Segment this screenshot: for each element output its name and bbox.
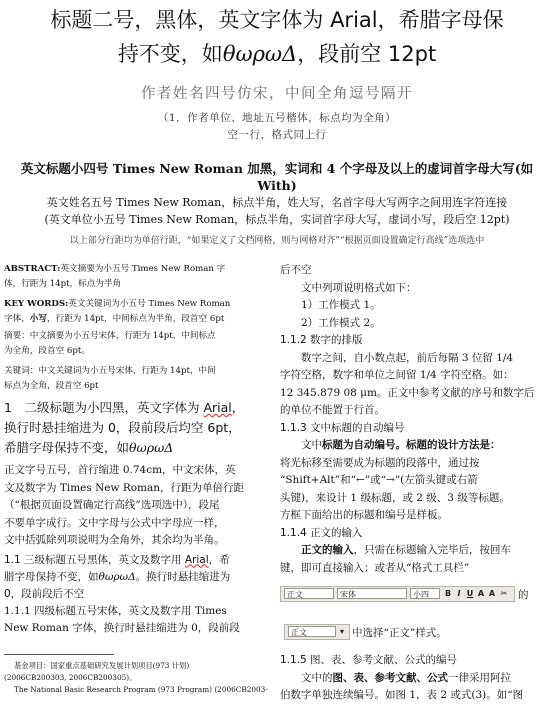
abstract-text2: 体，行距为 14pt，标点为半角 — [4, 279, 122, 289]
right-line: 后不空 — [280, 264, 312, 276]
style-instruction: 中选择“正文”样式。 — [352, 627, 447, 639]
h2-text1b: ， — [231, 400, 245, 415]
title-text-b: ，段前空 12pt — [297, 42, 437, 66]
right-line: “Shift+Alt”和“←”或“→”(左箭头键或右箭 — [280, 474, 478, 486]
heading-level2 — [4, 398, 272, 458]
keywords-text1: 英文关键词为小五号 Times New Roman — [68, 299, 231, 309]
right-line — [280, 542, 550, 560]
char-shade-button[interactable]: A — [488, 589, 496, 598]
authors-line: 作者姓名四号仿宋，中间全角逗号隔开 — [141, 86, 413, 102]
format-toolbar — [280, 586, 515, 602]
h3-text3: 0，段前段后不空 — [4, 587, 85, 600]
keywords-bold: 小写 — [29, 314, 47, 324]
style-dropdown-value[interactable]: 正文 — [288, 626, 336, 637]
r20b: 图、表、参考文献、公式 — [332, 671, 448, 684]
keywords-zh-l1: 关键词：中文关键词为小五号宋体，行距为 14pt，中间 — [4, 366, 216, 376]
heading-level4 — [4, 603, 272, 638]
r11a: 文中 — [301, 439, 322, 451]
footnote-line2: (2006CB200303, 2006CB200305)。 — [4, 673, 137, 682]
right-line: 头键)，来设计 1 级标题，或 2 级、3 级等标题。 — [280, 491, 510, 504]
bold-button[interactable]: B — [444, 589, 452, 598]
affiliation-line1: （1．作者单位、地址五号楷体，标点均为全角） — [157, 112, 397, 124]
footnote-line1: 基金项目：国家重点基础研究发展计划项目(973 计划) — [14, 661, 190, 670]
r17a: 正文的输入 — [301, 544, 354, 556]
abstract-label: ABSTRACT: — [4, 264, 61, 274]
heading-level3 — [4, 552, 272, 603]
h3-text1b: ，希 — [208, 553, 230, 566]
right-line: 方框下面给出的标题和编号是样板。 — [280, 509, 448, 521]
english-unit: (英文单位小五号 Times New Roman，标点半角，实词首字母大写，虚词小写，段后空 12pt) — [44, 213, 510, 226]
heading-1-1-2: 1.1.2 数字的排版 — [280, 334, 363, 346]
h4-line1: 1.1.1 四级标题五号宋体，英文及数字用 Times — [4, 604, 227, 617]
underline-button[interactable]: U — [466, 589, 474, 598]
abstract-text1: 英文摘要为小五号 Times New Roman 字 — [60, 264, 226, 274]
h3-text2b: 。换行时悬挂缩进为 — [135, 570, 231, 583]
font-color-button[interactable]: A — [477, 589, 485, 598]
right-line — [280, 670, 550, 688]
page-title-line1: 标题二号，黑体，英文字体为 Arial，希腊字母保 — [50, 8, 504, 32]
style-select[interactable]: 正文 — [284, 588, 334, 599]
left-column — [4, 262, 272, 638]
right-line: 12 345.879 08 μm。正文中参考文献的序号和数字后 — [280, 386, 535, 399]
footnote-line3: The National Basic Research Program (973 Program) (2006CB2003- — [14, 685, 268, 694]
right-line: 文中列项说明格式如下： — [301, 281, 417, 294]
h3-text2a: 腊字母保持不变，如 — [4, 570, 99, 583]
keywords-text2a: 字体， — [4, 314, 30, 324]
right-column — [280, 262, 550, 577]
r20c: 一律采用阿拉 — [448, 671, 511, 684]
body-paragraph — [4, 462, 272, 550]
abstract-zh-l2: 为全角，段首空 6pt。 — [4, 346, 90, 356]
r20a: 文中的 — [301, 671, 333, 684]
h2-text3: 希腊字母保持不变，如 — [4, 440, 130, 455]
page-title-line2 — [0, 38, 554, 70]
keywords-zh — [4, 364, 272, 394]
body-line: 不要单字成行。文中字母与公式中字母应一样， — [4, 516, 225, 529]
chevron-down-icon[interactable]: ▾ — [339, 627, 344, 636]
h4-line2: New Roman 字体，换行时悬挂缩进为 0，段前段 — [4, 622, 240, 634]
footnote-rule — [4, 654, 114, 655]
footnote — [4, 660, 274, 696]
abstract-zh-l1: 摘要：中文摘要为小五号宋体，行距为 14pt，中间标点 — [4, 331, 216, 341]
r11b: 标题为自动编号。标题的设计方法是： — [322, 439, 501, 451]
heading-1-1-4: 1.1.4 正文的输入 — [280, 526, 363, 539]
list-item: 1）工作模式 1。 — [301, 299, 381, 311]
keywords-text2b: ，行距为 14pt，中间标点为半角，段首空 6pt — [47, 314, 225, 324]
right-line: 将光标移至需要成为标题的段落中，通过按 — [280, 456, 480, 469]
keywords-label: KEY WORDS: — [4, 299, 69, 309]
h2-arial: Arial — [203, 400, 232, 415]
title-greek: θωρωΔ — [222, 42, 298, 66]
right-bottom — [280, 652, 550, 705]
h3-text1a: 1.1 三级标题五号黑体，英文及数字用 — [4, 553, 185, 566]
font-select[interactable]: 宋体 — [337, 588, 407, 599]
h2-greek: θωρωΔ — [129, 440, 174, 455]
scissors-icon[interactable]: ✂ — [500, 589, 508, 598]
body-line: 文中括弧除列项说明为全角外，其余均为半角。 — [4, 534, 225, 546]
right-line — [280, 437, 550, 455]
right-line: 的单位不能置于行首。 — [280, 404, 385, 416]
body-line: 正文字号五号，首行缩进 0.74cm，中文宋体，英 — [4, 464, 236, 476]
toolbar-suffix: 的 — [518, 589, 529, 601]
spacing-note: 以上部分行距均为单倍行距，“如果定义了文档网格，则与网格对齐”“根据页面设置确定行高线”选项选中 — [69, 236, 485, 246]
right-line: 数字之间，自小数点起，前后每隔 3 位留 1/4 — [301, 351, 514, 364]
english-authors: 英文姓名五号 Times New Roman，标点半角，姓大写，名首字母大写两字之间用连字符连接 — [46, 196, 508, 209]
italic-button[interactable]: I — [457, 589, 461, 598]
h3-greek: θωρωΔ — [98, 570, 136, 583]
keywords-en — [4, 297, 272, 327]
english-title-line2: With) — [257, 178, 297, 193]
keywords-zh-l2: 标点为全角，段首空 6pt — [4, 381, 99, 391]
right-line: 伯数字单独连续编号。如图 1，表 2 或式(3)。如“图 — [280, 689, 524, 701]
english-title-line1: 英文标题小四号 Times New Roman 加黑，实词和 4 个字母及以上的虚词首字母大写(如 — [20, 161, 534, 176]
h2-text2: 换行时悬挂缩进为 0，段前段后均空 6pt， — [4, 420, 241, 435]
size-select[interactable]: 小四 — [410, 588, 440, 599]
body-line: 文及数字为 Times New Roman，行距为单倍行距 — [4, 481, 245, 494]
abstract-zh — [4, 329, 272, 359]
r17b: ，只需在标题输入完毕后，按回车 — [353, 544, 511, 556]
list-item: 2）工作模式 2。 — [301, 316, 381, 329]
heading-1-1-3: 1.1.3 文中标题的自动编号 — [280, 421, 405, 434]
heading-1-1-5: 1.1.5 图、表、参考文献、公式的编号 — [280, 654, 458, 666]
body-line: （“根据页面设置确定行高线”选项选中），段尾 — [4, 499, 220, 511]
right-line: 字符空格，数字和单位之间留 1/4 字符空格。如： — [280, 369, 514, 381]
title-text-a: 持不变，如 — [117, 42, 223, 66]
right-line: 键，即可直接输入；或者从“格式工具栏” — [280, 561, 470, 574]
affiliation-line2: 空一行，格式同上行 — [227, 129, 327, 141]
abstract-en — [4, 262, 272, 292]
style-dropdown[interactable] — [284, 624, 350, 640]
h3-arial: Arial — [184, 553, 209, 566]
h2-text1a: 1 二级标题为小四黑，英文字体为 — [4, 400, 204, 415]
